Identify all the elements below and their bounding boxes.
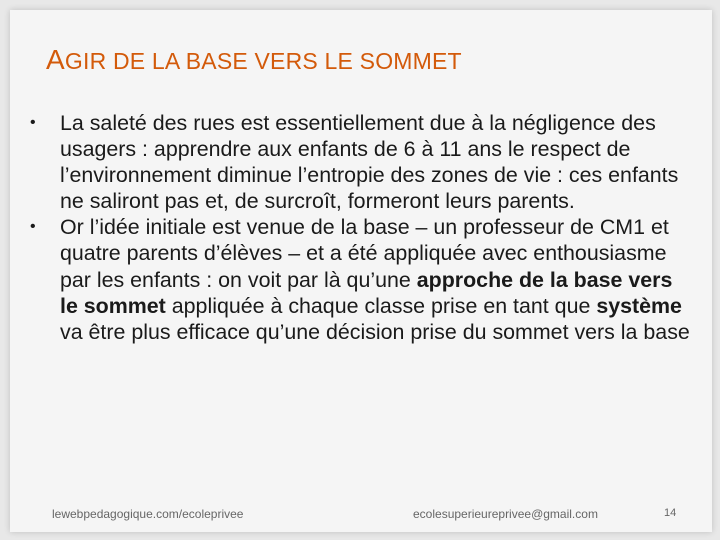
footer-email: ecolesuperieureprivee@gmail.com bbox=[413, 507, 598, 521]
bullet-text-part: va être plus efficace qu’une décision prise du sommet vers la base bbox=[60, 319, 690, 344]
slide-title-rest: GIR DE LA BASE VERS LE SOMMET bbox=[64, 48, 462, 74]
bullet-bold-word: système bbox=[596, 293, 682, 318]
bullet-marker: • bbox=[30, 218, 36, 236]
bullet-item-2 bbox=[30, 214, 690, 344]
page-number: 14 bbox=[664, 507, 677, 519]
bullet-list bbox=[30, 110, 690, 345]
bullet-text-part: appliquée à chaque classe prise en tant que bbox=[165, 293, 597, 318]
bullet-item-1 bbox=[30, 110, 690, 214]
footer-website: lewebpedagogique.com/ecoleprivee bbox=[52, 507, 244, 521]
bullet-bold-phrase: approche de la base vers le sommet bbox=[60, 267, 673, 318]
bullet-text-part: Or l’idée initiale est venue de la base – un professeur de CM1 et quatre parents d’élèves – et a été appliquée avec enthousiasme par les enfants : on voit par là qu’une bbox=[60, 215, 669, 292]
slide-title bbox=[46, 44, 462, 76]
bullet-text bbox=[60, 214, 690, 344]
slide-title-initial: A bbox=[46, 44, 65, 75]
bullet-marker: • bbox=[30, 114, 36, 131]
bullet-text: La saleté des rues est essentiellement due à la négligence des usagers : apprendre aux enfants de 6 à 11 ans le respect de l’environnement diminue l’entropie des zones de vie : ces enfants ne saliront pas et, de surcroît, formeront leurs parents. bbox=[60, 111, 679, 214]
